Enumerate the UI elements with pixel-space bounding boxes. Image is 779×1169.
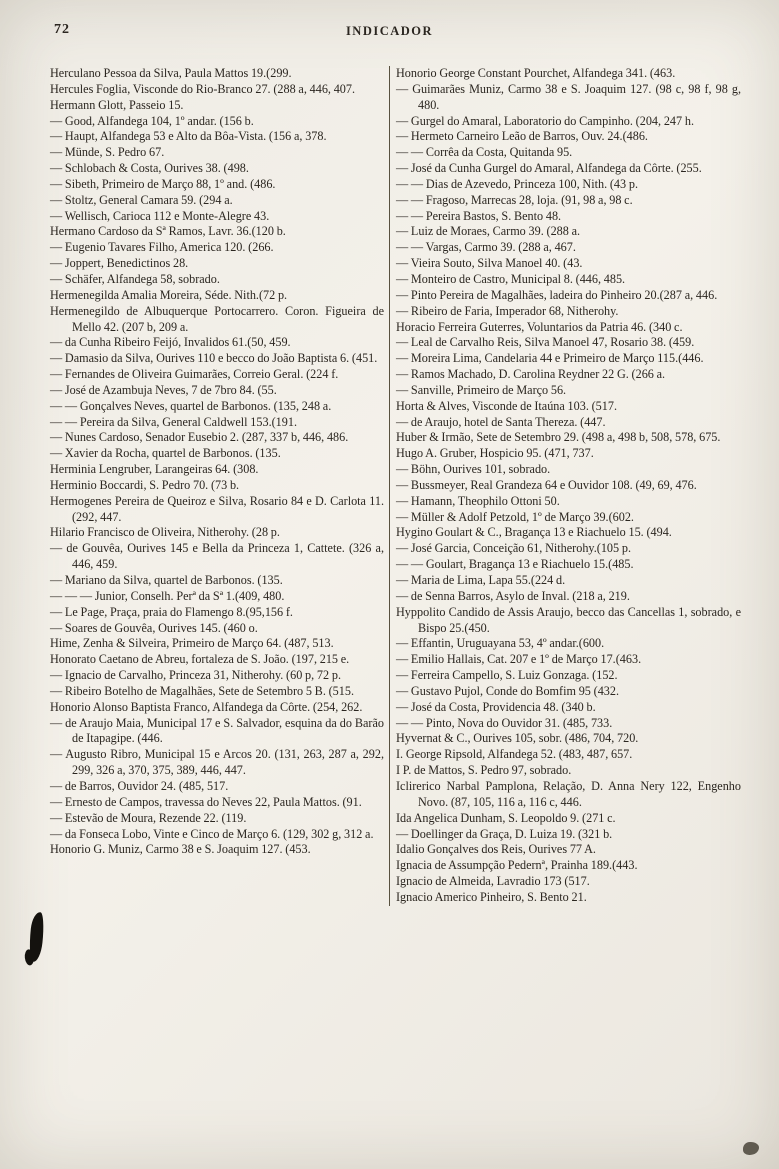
directory-entry: — — Corrêa da Costa, Quitanda 95.: [396, 145, 573, 160]
page-header: [0, 0, 779, 58]
column-left: [50, 66, 389, 906]
directory-entry: — Maria de Lima, Lapa 55.(224 d.: [396, 573, 566, 587]
directory-entry: — Schäfer, Alfandega 58, sobrado.: [50, 271, 220, 286]
directory-entry: Honorio George Constant Pourchet, Alfandega 341. (463.: [396, 66, 676, 80]
directory-entry: — Wellisch, Carioca 112 e Monte-Alegre 43.: [50, 208, 270, 223]
directory-entry: — Augusto Ribro, Municipal 15 e Arcos 20. (131, 263, 287 a, 292, 299, 326 a, 370, 375, 389, 446, 447.: [50, 747, 384, 778]
directory-entry: — Leal de Carvalho Reis, Silva Manoel 47, Rosario 38. (459.: [396, 335, 695, 350]
directory-entry: Hermann Glott, Passeio 15.: [50, 97, 184, 112]
directory-entry: Honorio Alonso Baptista Franco, Alfandega da Côrte. (254, 262.: [50, 699, 363, 714]
directory-entry: — Emilio Hallais, Cat. 207 e 1º de Março 17.(463.: [396, 652, 642, 667]
directory-entry: — Ernesto de Campos, travessa do Neves 22, Paula Mattos. (91.: [50, 794, 362, 809]
directory-entry: — Münde, S. Pedro 67.: [50, 145, 165, 160]
directory-entry: — José da Cunha Gurgel do Amaral, Alfandega da Côrte. (255.: [396, 161, 702, 176]
directory-entry: Hyppolito Candido de Assis Araujo, becco das Cancellas 1, sobrado, e Bispo 25.(450.: [396, 604, 741, 635]
column-right: [389, 66, 741, 906]
directory-entry: — — Gonçalves Neves, quartel de Barbonos. (135, 248 a.: [50, 398, 332, 413]
directory-entry: — Xavier da Rocha, quartel de Barbonos. (135.: [50, 446, 281, 461]
directory-entry: — Ribeiro de Faria, Imperador 68, Nitherohy.: [396, 303, 619, 318]
directory-entry: — Gurgel do Amaral, Laboratorio do Campinho. (204, 247 h.: [396, 113, 694, 128]
directory-entry: Honorato Caetano de Abreu, fortaleza de S. João. (197, 215 e.: [50, 652, 350, 667]
directory-entry: — Ramos Machado, D. Carolina Reydner 22 G. (266 a.: [396, 367, 666, 382]
directory-entry: — Effantin, Uruguayana 53, 4º andar.(600.: [396, 636, 605, 651]
directory-entry: — Ferreira Campello, S. Luiz Gonzaga. (152.: [396, 668, 618, 683]
page-number: 72: [54, 22, 70, 37]
directory-entry: — Pinto Pereira de Magalhães, ladeira do Pinheiro 20.(287 a, 446.: [396, 287, 718, 302]
directory-entry: — Doellinger da Graça, D. Luiza 19. (321 b.: [396, 826, 613, 841]
running-title: INDICADOR: [345, 24, 434, 38]
directory-entry: Horta & Alves, Visconde de Itaúna 103. (517.: [396, 398, 618, 413]
directory-entry: — Le Page, Praça, praia do Flamengo 8.(95,156 f.: [50, 604, 293, 619]
directory-entry: — Ribeiro Botelho de Magalhães, Sete de Setembro 5 B. (515.: [50, 683, 354, 698]
directory-entry: — de Senna Barros, Asylo de Inval. (218 a, 219.: [396, 588, 630, 603]
directory-entry: — Vieira Souto, Silva Manoel 40. (43.: [396, 256, 583, 271]
directory-entry: Hermano Cardoso da Sª Ramos, Lavr. 36.(120 b.: [50, 224, 286, 239]
directory-entry: — de Barros, Ouvidor 24. (485, 517.: [50, 778, 229, 793]
directory-entry: Hermenegildo de Albuquerque Portocarrero. Coron. Figueira de Mello 42. (207 b, 209 a.: [50, 303, 384, 334]
directory-entry: — — Dias de Azevedo, Princeza 100, Nith. (43 p.: [396, 176, 639, 191]
directory-entry: Hime, Zenha & Silveira, Primeiro de Março 64. (487, 513.: [50, 636, 334, 651]
directory-entry: — Good, Alfandega 104, 1º andar. (156 b.: [50, 113, 254, 128]
directory-entry: — Ignacio de Carvalho, Princeza 31, Nitherohy. (60 p, 72 p.: [50, 668, 341, 683]
directory-entry: Iclirerico Narbal Pamplona, Relação, D. Anna Nery 122, Engenho Novo. (87, 105, 116 a, 116 c, 446.: [396, 778, 741, 809]
directory-entry: — Soares de Gouvêa, Ourives 145. (460 o.: [50, 620, 258, 635]
directory-entry: — Luiz de Moraes, Carmo 39. (288 a.: [396, 224, 581, 239]
directory-entry: — José de Azambuja Neves, 7 de 7bro 84. (55.: [50, 382, 277, 397]
directory-entry: — Haupt, Alfandega 53 e Alto da Bôa-Vista. (156 a, 378.: [50, 129, 327, 144]
directory-entry: — José Garcia, Conceição 61, Nitherohy.(105 p.: [396, 541, 631, 556]
directory-entry: — — Goulart, Bragança 13 e Riachuelo 15.(485.: [396, 557, 634, 572]
directory-entry: — de Gouvêa, Ourives 145 e Bella da Princeza 1, Cattete. (326 a, 446, 459.: [50, 541, 384, 572]
directory-entry: Honorio G. Muniz, Carmo 38 e S. Joaquim 127. (453.: [50, 842, 311, 857]
directory-entry: Herminia Lengruber, Larangeiras 64. (308.: [50, 462, 259, 477]
directory-entry: — — Pereira da Silva, General Caldwell 153.(191.: [50, 414, 297, 429]
directory-entry: — — Fragoso, Marrecas 28, loja. (91, 98 a, 98 c.: [396, 192, 633, 207]
directory-entry: I P. de Mattos, S. Pedro 97, sobrado.: [396, 763, 572, 778]
directory-entry: — — Pereira Bastos, S. Bento 48.: [396, 208, 562, 223]
directory-entry: Herminio Boccardi, S. Pedro 70. (73 b.: [50, 477, 240, 492]
directory-entry: — Stoltz, General Camara 59. (294 a.: [50, 192, 233, 207]
directory-entry: Ignacio Americo Pinheiro, S. Bento 21.: [396, 889, 587, 904]
directory-entry: — Bussmeyer, Real Grandeza 64 e Ouvidor 108. (49, 69, 476.: [396, 477, 697, 492]
directory-entry: I. George Ripsold, Alfandega 52. (483, 487, 657.: [396, 747, 633, 762]
directory-entry: — Müller & Adolf Petzold, 1º de Março 39.(602.: [396, 509, 634, 524]
directory-entry: Ida Angelica Dunham, S. Leopoldo 9. (271 c.: [396, 810, 616, 825]
directory-entry: — — — Junior, Conselh. Perª da Sª 1.(409, 480.: [50, 588, 285, 603]
directory-entry: — de Araujo, hotel de Santa Thereza. (447.: [396, 414, 606, 429]
directory-entry: — — Pinto, Nova do Ouvidor 31. (485, 733.: [396, 715, 613, 730]
directory-entry: Hugo A. Gruber, Hospicio 95. (471, 737.: [396, 446, 594, 461]
directory-columns: [0, 58, 779, 906]
directory-entry: — Estevão de Moura, Rezende 22. (119.: [50, 810, 247, 825]
directory-entry: Ignacio de Almeida, Lavradio 173 (517.: [396, 874, 590, 889]
directory-entry: — Sanville, Primeiro de Março 56.: [396, 382, 567, 397]
directory-entry: — José da Costa, Providencia 48. (340 b.: [396, 699, 596, 714]
directory-entry: — Joppert, Benedictinos 28.: [50, 256, 189, 271]
directory-entry: Huber & Irmão, Sete de Setembro 29. (498 a, 498 b, 508, 578, 675.: [396, 430, 721, 445]
directory-entry: — da Cunha Ribeiro Feijó, Invalidos 61.(50, 459.: [50, 335, 291, 350]
directory-entry: Hyvernat & C., Ourives 105, sobr. (486, 704, 720.: [396, 731, 639, 746]
directory-entry: Horacio Ferreira Guterres, Voluntarios da Patria 46. (340 c.: [396, 319, 683, 334]
directory-entry: — Fernandes de Oliveira Guimarães, Correio Geral. (224 f.: [50, 367, 339, 382]
directory-entry: Herculano Pessoa da Silva, Paula Mattos 19.(299.: [50, 66, 292, 80]
directory-entry: Hygino Goulart & C., Bragança 13 e Riachuelo 15. (494.: [396, 525, 672, 540]
directory-entry: — Hamann, Theophilo Ottoni 50.: [396, 493, 560, 508]
directory-entry: — da Fonseca Lobo, Vinte e Cinco de Março 6. (129, 302 g, 312 a.: [50, 826, 374, 841]
printers-mark: [743, 1142, 759, 1155]
directory-entry: — Hermeto Carneiro Leão de Barros, Ouv. 24.(486.: [396, 129, 648, 144]
directory-entry: Hermogenes Pereira de Queiroz e Silva, Rosario 84 e D. Carlota 11. (292, 447.: [50, 493, 384, 524]
directory-entry: — Eugenio Tavares Filho, America 120. (266.: [50, 240, 274, 255]
directory-entry: — Sibeth, Primeiro de Março 88, 1º and. (486.: [50, 176, 276, 191]
directory-entry: — Monteiro de Castro, Municipal 8. (446, 485.: [396, 271, 626, 286]
directory-entry: Hilario Francisco de Oliveira, Nitherohy. (28 p.: [50, 525, 280, 540]
directory-entry: — Guimarães Muniz, Carmo 38 e S. Joaquim 127. (98 c, 98 f, 98 g, 480.: [396, 81, 741, 112]
directory-entry: Ignacia de Assumpção Pedernª, Prainha 189.(443.: [396, 858, 638, 873]
ink-blot: [27, 911, 45, 962]
directory-entry: — Damasio da Silva, Ourives 110 e becco do João Baptista 6. (451.: [50, 351, 378, 366]
directory-entry: Hermenegilda Amalia Moreira, Séde. Nith.(72 p.: [50, 287, 288, 302]
directory-entry: — de Araujo Maia, Municipal 17 e S. Salvador, esquina da do Barão de Itapagipe. (446.: [50, 715, 384, 746]
directory-entry: — Nunes Cardoso, Senador Eusebio 2. (287, 337 b, 446, 486.: [50, 430, 349, 445]
directory-entry: — Mariano da Silva, quartel de Barbonos. (135.: [50, 573, 283, 587]
directory-entry: — Böhn, Ourives 101, sobrado.: [396, 462, 551, 477]
directory-entry: — Schlobach & Costa, Ourives 38. (498.: [50, 161, 249, 176]
directory-entry: Hercules Foglia, Visconde do Rio-Branco 27. (288 a, 446, 407.: [50, 81, 356, 96]
directory-entry: — Gustavo Pujol, Conde do Bomfim 95 (432.: [396, 683, 620, 698]
directory-entry: — — Vargas, Carmo 39. (288 a, 467.: [396, 240, 576, 255]
directory-entry: Idalio Gonçalves dos Reis, Ourives 77 A.: [396, 842, 596, 857]
directory-entry: — Moreira Lima, Candelaria 44 e Primeiro de Março 115.(446.: [396, 351, 704, 366]
